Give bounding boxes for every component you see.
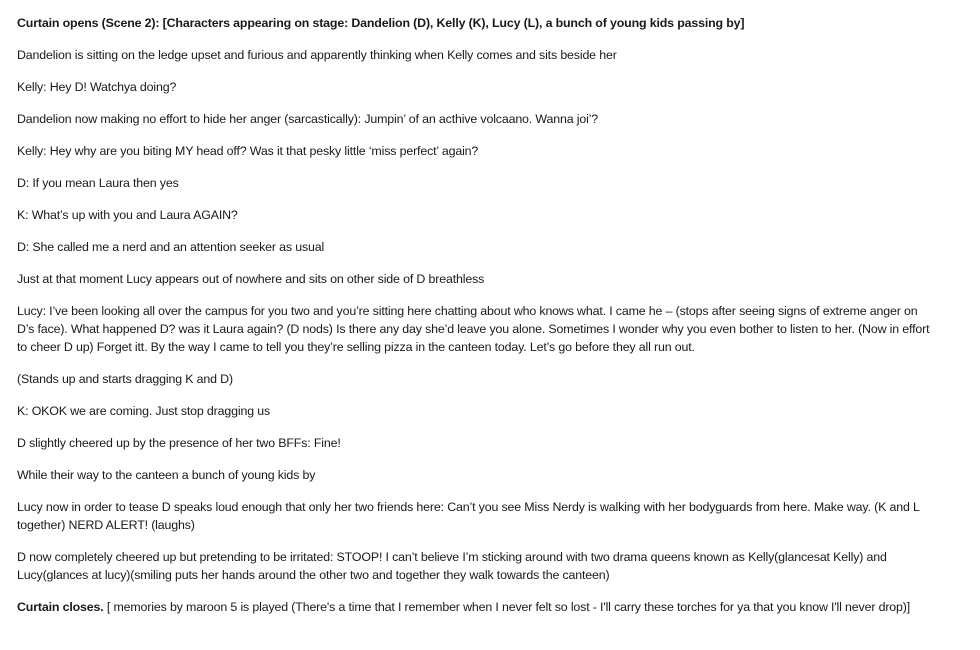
paragraph-line: D’s face). What happened D? was it Laura again? (D nods) Is there any day she’d leave you alone. Sometimes I wonder why you even bother to listen to her. (Now in effort (17, 322, 930, 336)
dialogue-line: Kelly: Hey why are you biting MY head off? Was it that pesky little ‘miss perfect’ again? (17, 144, 479, 158)
dialogue-paragraph (17, 498, 980, 534)
script-document (17, 14, 980, 630)
closing-line (17, 598, 980, 616)
curtain-closes-label: Curtain closes. (17, 600, 104, 614)
dialogue-line: D slightly cheered up by the presence of her two BFFs: Fine! (17, 436, 341, 450)
dialogue-paragraph (17, 548, 980, 584)
dialogue-line: Dandelion now making no effort to hide her anger (sarcastically): Jumpin’ of an acthive volcaano. Wanna joi’? (17, 112, 599, 126)
dialogue-paragraph (17, 302, 980, 356)
dialogue-line: D: If you mean Laura then yes (17, 176, 179, 190)
paragraph-line: Lucy now in order to tease D speaks loud enough that only her two friends here: Can’t you see Miss Nerdy is walking with her bodyguards from here. Make way. (K and L (17, 500, 920, 514)
paragraph-line: Lucy(glances at lucy)(smiling puts her hands around the other two and together they walk towards the canteen) (17, 568, 610, 582)
stage-direction: (Stands up and starts dragging K and D) (17, 372, 233, 386)
paragraph-line: to cheer D up) Forget itt. By the way I came to tell you they’re selling pizza in the canteen today. Let’s go before they all run out. (17, 340, 695, 354)
closing-text: [ memories by maroon 5 is played (There's a time that I remember when I never felt so lost - I'll carry these torches for ya that you know I'll never drop)] (103, 600, 911, 614)
paragraph-line: together) NERD ALERT! (laughs) (17, 518, 195, 532)
dialogue-line: K: OKOK we are coming. Just stop dragging us (17, 404, 271, 418)
stage-direction: Dandelion is sitting on the ledge upset and furious and apparently thinking when Kelly comes and sits beside her (17, 48, 617, 62)
dialogue-line: K: What’s up with you and Laura AGAIN? (17, 208, 238, 222)
scene-heading: Curtain opens (Scene 2): [Characters appearing on stage: Dandelion (D), Kelly (K), Lucy (L), a bunch of young kids passing by] (17, 16, 745, 30)
dialogue-line: Kelly: Hey D! Watchya doing? (17, 80, 177, 94)
paragraph-line: D now completely cheered up but pretending to be irritated: STOOP! I can’t believe I’m sticking around with two drama queens known as Kelly(glancesat Kelly) and (17, 550, 887, 564)
stage-direction: While their way to the canteen a bunch of young kids by (17, 468, 316, 482)
dialogue-line: D: She called me a nerd and an attention seeker as usual (17, 240, 325, 254)
stage-direction: Just at that moment Lucy appears out of nowhere and sits on other side of D breathless (17, 272, 485, 286)
paragraph-line: Lucy: I’ve been looking all over the campus for you two and you’re sitting here chatting about who knows what. I came he – (stops after seeing signs of extreme anger on (17, 304, 918, 318)
